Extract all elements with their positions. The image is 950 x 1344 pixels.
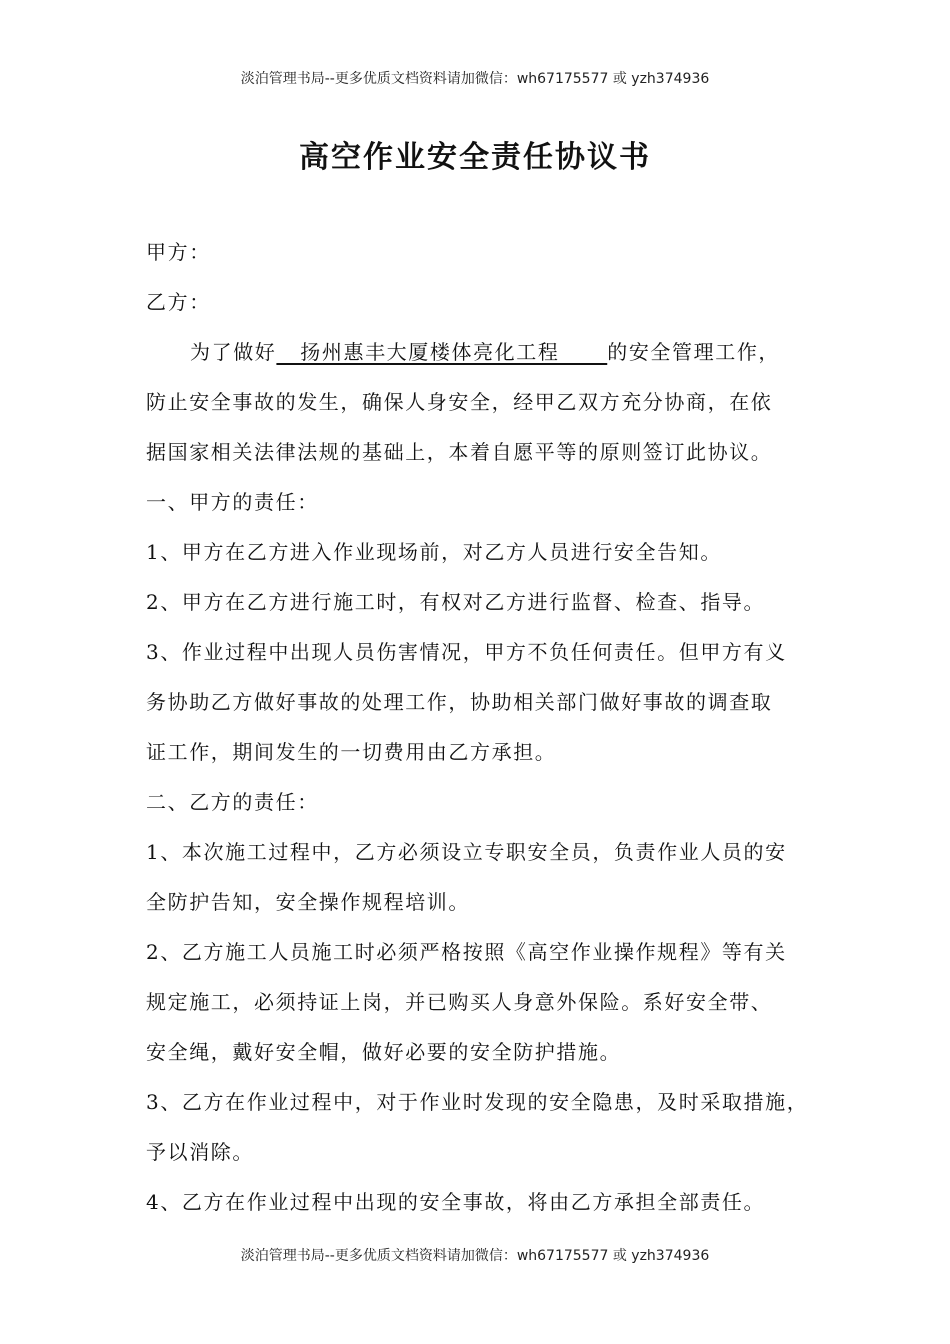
document-title: 高空作业安全责任协议书: [299, 140, 651, 175]
party-b-label: 乙方：: [146, 290, 211, 314]
section1-item1: 1、甲方在乙方进入作业现场前，对乙方人员进行安全告知。: [146, 540, 722, 564]
section1-item3-line2: 务协助乙方做好事故的处理工作，协助相关部门做好事故的调查取: [146, 690, 773, 714]
section1-item3-line3: 证工作，期间发生的一切费用由乙方承担。: [146, 740, 557, 764]
section2-heading: 二、乙方的责任：: [146, 790, 319, 814]
section2-item2-line1: 2、乙方施工人员施工时必须严格按照《高空作业操作规程》等有关: [146, 940, 787, 964]
section2-item2-line3: 安全绳，戴好安全帽，做好必要的安全防护措施。: [146, 1040, 622, 1064]
section2-item1-line2: 全防护告知，安全操作规程培训。: [146, 890, 470, 914]
section1-item3-line1: 3、作业过程中出现人员伤害情况，甲方不负任何责任。但甲方有义: [146, 640, 787, 664]
page-header: 淡泊管理书局--更多优质文档资料请加微信：wh67175577 或 yzh374936: [240, 71, 710, 87]
intro-before: 为了做好: [190, 340, 277, 364]
intro-after: 的安全管理工作，: [607, 340, 781, 364]
party-a-label: 甲方：: [146, 240, 211, 264]
section2-item2-line2: 规定施工，必须持证上岗，并已购买人身意外保险。系好安全带、: [146, 990, 773, 1014]
section1-item2: 2、甲方在乙方进行施工时，有权对乙方进行监督、检查、指导。: [146, 590, 766, 614]
intro-line-2: 防止安全事故的发生，确保人身安全，经甲乙双方充分协商，在依: [146, 390, 773, 414]
section2-item4: 4、乙方在作业过程中出现的安全事故，将由乙方承担全部责任。: [146, 1190, 766, 1214]
project-name-field: 扬州惠丰大厦楼体亮化工程: [276, 340, 608, 364]
section1-heading: 一、甲方的责任：: [146, 490, 319, 514]
section2-item1-line1: 1、本次施工过程中，乙方必须设立专职安全员，负责作业人员的安: [146, 840, 787, 864]
section2-item3-line2: 予以消除。: [146, 1140, 254, 1164]
intro-line-3: 据国家相关法律法规的基础上，本着自愿平等的原则签订此协议。: [146, 440, 773, 464]
section2-item3-line1: 3、乙方在作业过程中，对于作业时发现的安全隐患，及时采取措施，: [146, 1090, 809, 1114]
page-footer: 淡泊管理书局--更多优质文档资料请加微信：wh67175577 或 yzh374936: [240, 1248, 710, 1264]
intro-line-1: [190, 338, 780, 366]
